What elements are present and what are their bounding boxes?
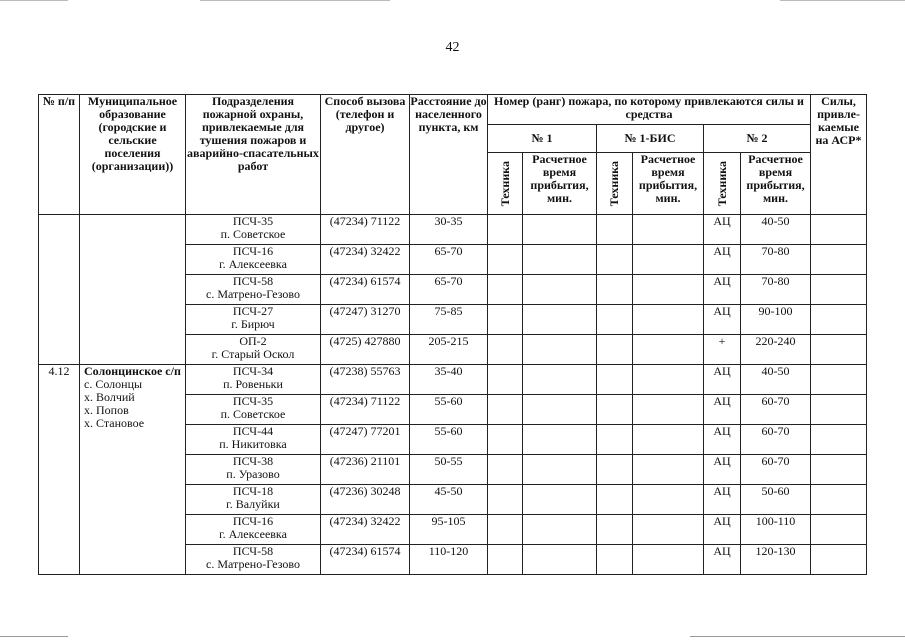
rank1-equipment-cell bbox=[488, 305, 523, 335]
bottom-rule-right bbox=[690, 636, 905, 637]
unit-name: ОП-2 bbox=[239, 334, 267, 348]
header-arrival-2: Расчетное время прибытия, мин. bbox=[741, 153, 811, 215]
unit-location: г. Алексеевка bbox=[219, 257, 287, 271]
phone-cell: (47234) 71122 bbox=[321, 215, 410, 245]
rank2-arrival-cell: 220-240 bbox=[741, 335, 811, 365]
rank1bis-equipment-cell bbox=[597, 395, 633, 425]
header-equipment-1: Техника bbox=[497, 160, 512, 207]
unit-cell bbox=[186, 215, 321, 245]
rank1-equipment-cell bbox=[488, 215, 523, 245]
rank1-arrival-cell bbox=[523, 485, 597, 515]
phone-cell: (47236) 30248 bbox=[321, 485, 410, 515]
phone-cell: (47238) 55763 bbox=[321, 365, 410, 395]
rank2-equipment-cell: АЦ bbox=[704, 275, 741, 305]
rank1-equipment-cell bbox=[488, 395, 523, 425]
rank1-arrival-cell bbox=[523, 545, 597, 575]
rank2-arrival-cell: 60-70 bbox=[741, 425, 811, 455]
rank1bis-arrival-cell bbox=[633, 485, 704, 515]
unit-name: ПСЧ-38 bbox=[232, 454, 274, 468]
distance-cell: 55-60 bbox=[410, 395, 488, 425]
page-number: 42 bbox=[445, 40, 460, 55]
header-rank-2: № 2 bbox=[704, 125, 811, 153]
rank2-arrival-cell: 70-80 bbox=[741, 245, 811, 275]
asr-cell bbox=[811, 305, 867, 335]
unit-cell bbox=[186, 365, 321, 395]
unit-cell bbox=[186, 485, 321, 515]
rank1-arrival-cell bbox=[523, 425, 597, 455]
row-number: 4.12 bbox=[39, 365, 80, 575]
rank1bis-equipment-cell bbox=[597, 245, 633, 275]
rank1bis-arrival-cell bbox=[633, 425, 704, 455]
distance-cell: 110-120 bbox=[410, 545, 488, 575]
rank1bis-arrival-cell bbox=[633, 365, 704, 395]
phone-cell: (47234) 61574 bbox=[321, 545, 410, 575]
rank2-equipment-cell: АЦ bbox=[704, 305, 741, 335]
distance-cell: 75-85 bbox=[410, 305, 488, 335]
settlement-name: с. Солонцы bbox=[84, 377, 143, 391]
asr-cell bbox=[811, 455, 867, 485]
header-row-1 bbox=[39, 95, 867, 125]
settlement-name: х. Волчий bbox=[84, 390, 135, 404]
unit-location: г. Старый Оскол bbox=[211, 347, 295, 361]
unit-name: ПСЧ-16 bbox=[232, 514, 274, 528]
header-num: № п/п bbox=[39, 95, 80, 215]
header-rank-1bis: № 1-БИС bbox=[597, 125, 704, 153]
asr-cell bbox=[811, 515, 867, 545]
rank2-equipment-cell: АЦ bbox=[704, 365, 741, 395]
municipality-cell bbox=[80, 365, 186, 575]
distance-cell: 205-215 bbox=[410, 335, 488, 365]
rank1bis-equipment-cell bbox=[597, 305, 633, 335]
rank1bis-equipment-cell bbox=[597, 425, 633, 455]
rank2-arrival-cell: 40-50 bbox=[741, 215, 811, 245]
bottom-rule-left bbox=[0, 636, 68, 637]
unit-name: ПСЧ-58 bbox=[232, 274, 274, 288]
rank1bis-equipment-cell bbox=[597, 275, 633, 305]
rank2-equipment-cell: АЦ bbox=[704, 485, 741, 515]
unit-location: п. Никитовка bbox=[219, 437, 287, 451]
settlement-name: х. Становое bbox=[84, 416, 145, 430]
rank1-arrival-cell bbox=[523, 515, 597, 545]
rank1-equipment-cell bbox=[488, 455, 523, 485]
distance-cell: 35-40 bbox=[410, 365, 488, 395]
rank1bis-arrival-cell bbox=[633, 245, 704, 275]
rank1-arrival-cell bbox=[523, 305, 597, 335]
header-distance: Расстояние до населенного пункта, км bbox=[410, 95, 488, 215]
rank2-arrival-cell: 100-110 bbox=[741, 515, 811, 545]
header-rank-1: № 1 bbox=[488, 125, 597, 153]
unit-location: п. Советское bbox=[220, 227, 286, 241]
unit-cell bbox=[186, 545, 321, 575]
rank2-equipment-cell: АЦ bbox=[704, 455, 741, 485]
rank1bis-arrival-cell bbox=[633, 395, 704, 425]
rank1bis-arrival-cell bbox=[633, 455, 704, 485]
phone-cell: (4725) 427880 bbox=[321, 335, 410, 365]
unit-name: ПСЧ-27 bbox=[232, 304, 274, 318]
unit-name: ПСЧ-35 bbox=[232, 214, 274, 228]
rank1-arrival-cell bbox=[523, 455, 597, 485]
rank2-equipment-cell: АЦ bbox=[704, 395, 741, 425]
unit-cell bbox=[186, 245, 321, 275]
table-row bbox=[39, 215, 867, 245]
asr-cell bbox=[811, 425, 867, 455]
rank1-equipment-cell bbox=[488, 485, 523, 515]
header-municipality: Муниципальное образование (городские и сельские поселения (организации)) bbox=[80, 95, 186, 215]
rank2-arrival-cell: 50-60 bbox=[741, 485, 811, 515]
unit-location: п. Ровеньки bbox=[223, 377, 283, 391]
asr-cell bbox=[811, 365, 867, 395]
unit-cell bbox=[186, 425, 321, 455]
rank2-arrival-cell: 90-100 bbox=[741, 305, 811, 335]
table-row bbox=[39, 365, 867, 395]
header-equipment-1bis: Техника bbox=[607, 160, 621, 207]
rank1-arrival-cell bbox=[523, 365, 597, 395]
rank1-equipment-cell bbox=[488, 245, 523, 275]
phone-cell: (47234) 32422 bbox=[321, 245, 410, 275]
rank2-arrival-cell: 70-80 bbox=[741, 275, 811, 305]
unit-cell bbox=[186, 515, 321, 545]
municipality-cell bbox=[80, 215, 186, 365]
rank2-equipment-cell: АЦ bbox=[704, 215, 741, 245]
rank1bis-arrival-cell bbox=[633, 335, 704, 365]
unit-name: ПСЧ-58 bbox=[232, 544, 274, 558]
unit-location: с. Матрено-Гезово bbox=[206, 287, 300, 301]
unit-location: с. Матрено-Гезово bbox=[206, 557, 300, 571]
fire-forces-table bbox=[38, 94, 867, 575]
rank2-arrival-cell: 40-50 bbox=[741, 365, 811, 395]
rank1-equipment-cell bbox=[488, 545, 523, 575]
unit-location: г. Алексеевка bbox=[219, 527, 287, 541]
rank2-equipment-cell: АЦ bbox=[704, 515, 741, 545]
rank1-arrival-cell bbox=[523, 395, 597, 425]
phone-cell: (47234) 32422 bbox=[321, 515, 410, 545]
header-call-method: Способ вызова (телефон и другое) bbox=[321, 95, 410, 215]
row-number bbox=[39, 215, 80, 365]
phone-cell: (47236) 21101 bbox=[321, 455, 410, 485]
rank1bis-equipment-cell bbox=[597, 365, 633, 395]
rank1bis-equipment-cell bbox=[597, 455, 633, 485]
rank1-equipment-cell bbox=[488, 365, 523, 395]
rank2-arrival-cell: 60-70 bbox=[741, 395, 811, 425]
asr-cell bbox=[811, 275, 867, 305]
rank1-equipment-cell bbox=[488, 275, 523, 305]
rank2-equipment-cell: АЦ bbox=[704, 245, 741, 275]
phone-cell: (47247) 31270 bbox=[321, 305, 410, 335]
unit-location: г. Бирюч bbox=[231, 317, 275, 331]
distance-cell: 30-35 bbox=[410, 215, 488, 245]
distance-cell: 50-55 bbox=[410, 455, 488, 485]
header-equipment-2: Техника bbox=[714, 160, 729, 207]
rank1-arrival-cell bbox=[523, 215, 597, 245]
asr-cell bbox=[811, 545, 867, 575]
phone-cell: (47234) 71122 bbox=[321, 395, 410, 425]
rank2-arrival-cell: 60-70 bbox=[741, 455, 811, 485]
top-rule-center bbox=[200, 0, 390, 1]
distance-cell: 95-105 bbox=[410, 515, 488, 545]
rank1bis-arrival-cell bbox=[633, 275, 704, 305]
unit-cell bbox=[186, 305, 321, 335]
rank1bis-arrival-cell bbox=[633, 515, 704, 545]
phone-cell: (47234) 61574 bbox=[321, 275, 410, 305]
rank2-equipment-cell: + bbox=[704, 335, 741, 365]
top-rule-left bbox=[0, 0, 68, 1]
phone-cell: (47247) 77201 bbox=[321, 425, 410, 455]
unit-location: п. Советское bbox=[220, 407, 286, 421]
rank1-equipment-cell bbox=[488, 335, 523, 365]
settlement-name: х. Попов bbox=[84, 403, 129, 417]
rank1-equipment-cell bbox=[488, 425, 523, 455]
rank1bis-equipment-cell bbox=[597, 485, 633, 515]
header-units: Подразделения пожарной охраны, привлекаемые для тушения пожаров и аварийно-спасательных работ bbox=[186, 95, 321, 215]
asr-cell bbox=[811, 245, 867, 275]
unit-name: ПСЧ-34 bbox=[232, 364, 274, 378]
unit-cell bbox=[186, 275, 321, 305]
rank1bis-equipment-cell bbox=[597, 545, 633, 575]
unit-location: п. Уразово bbox=[226, 467, 280, 481]
rank1bis-equipment-cell bbox=[597, 215, 633, 245]
rank1-arrival-cell bbox=[523, 335, 597, 365]
top-rule-right bbox=[780, 0, 905, 1]
header-asr-forces: Силы, привле-каемые на АСР* bbox=[811, 95, 867, 215]
rank2-equipment-cell: АЦ bbox=[704, 425, 741, 455]
table-body bbox=[39, 215, 867, 575]
unit-cell bbox=[186, 335, 321, 365]
rank1bis-arrival-cell bbox=[633, 545, 704, 575]
rank1bis-arrival-cell bbox=[633, 305, 704, 335]
header-arrival-1: Расчетное время прибытия, мин. bbox=[523, 153, 597, 215]
rank1bis-arrival-cell bbox=[633, 215, 704, 245]
unit-cell bbox=[186, 455, 321, 485]
unit-location: г. Валуйки bbox=[226, 497, 280, 511]
unit-name: ПСЧ-18 bbox=[232, 484, 274, 498]
unit-name: ПСЧ-35 bbox=[232, 394, 274, 408]
distance-cell: 65-70 bbox=[410, 245, 488, 275]
rank1-arrival-cell bbox=[523, 275, 597, 305]
unit-cell bbox=[186, 395, 321, 425]
header-fire-rank: Номер (ранг) пожара, по которому привлекаются силы и средства bbox=[488, 95, 811, 125]
rank1-arrival-cell bbox=[523, 245, 597, 275]
unit-name: ПСЧ-16 bbox=[232, 244, 274, 258]
distance-cell: 65-70 bbox=[410, 275, 488, 305]
rank2-arrival-cell: 120-130 bbox=[741, 545, 811, 575]
asr-cell bbox=[811, 335, 867, 365]
distance-cell: 55-60 bbox=[410, 425, 488, 455]
rank1bis-equipment-cell bbox=[597, 515, 633, 545]
header-arrival-1bis: Расчетное время прибытия, мин. bbox=[633, 153, 704, 215]
asr-cell bbox=[811, 215, 867, 245]
unit-name: ПСЧ-44 bbox=[232, 424, 274, 438]
asr-cell bbox=[811, 395, 867, 425]
municipality-name: Солонцинское с/п bbox=[84, 364, 181, 378]
rank1bis-equipment-cell bbox=[597, 335, 633, 365]
asr-cell bbox=[811, 485, 867, 515]
rank2-equipment-cell: АЦ bbox=[704, 545, 741, 575]
rank1-equipment-cell bbox=[488, 515, 523, 545]
distance-cell: 45-50 bbox=[410, 485, 488, 515]
